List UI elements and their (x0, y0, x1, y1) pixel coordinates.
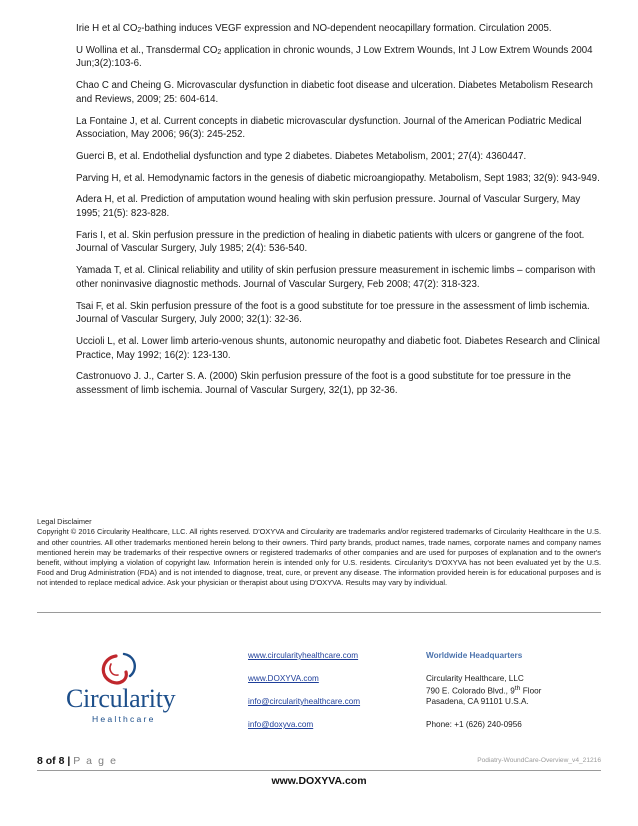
reference-item: Irie H et al $CO_2$-bathing induces VEGF expression and NO-dependent neocapillary formation. Circulation 2005. (76, 23, 552, 34)
footer-divider (37, 770, 601, 771)
reference-item: Guerci B, et al. Endothelial dysfunction and type 2 diabetes. Diabetes Metabolism, 2001; 27(4): 4360447. (76, 150, 527, 162)
link-circularity-email[interactable]: info@circularityhealthcare.com (248, 697, 361, 706)
document-id: Podiatry-WoundCare-Overview_v4_21216 (477, 757, 601, 764)
legal-body: Copyright © 2016 Circularity Healthcare, LLC. All rights reserved. D'OXYVA and Circularity are trademarks and/or registered trademarks of Circularity Healthcare in the U.S. and other countries. All other trademarks mentioned herein belong to their owners. Third party brands, product names, trade names, corporate names and company names mentioned herein may be trademarks of their respective owners or registered trademarks of other companies and are used for purposes of explanation and to the owner's benefit, without implying a violation of copyright law. Information herein is intended only for U.S. residents. Circularity's D'OXYVA has not been evaluated yet by the U.S. Food and Drug Administration (FDA) and is not intended to diagnose, treat, cure, or prevent any disease. The information provided herein is for educational purposes and is not intended to replace medical advice. Ask your physician or therapist about using D'OXYVA. Results may vary by individual. (37, 527, 601, 588)
reference-item: La Fontaine J, et al. Current concepts in diabetic microvascular dysfunction. Journal of the American Podiatric Medical Association, May 2006; 96(3): 245-252. (76, 115, 582, 141)
reference-item: Faris I, et al. Skin perfusion pressure in the prediction of healing in diabetic patients with ulcers or gangrene of the foot. Journal of Vascular Surgery, July 1985; 2(4): 536-540. (76, 229, 585, 255)
references-list (76, 22, 606, 406)
hq-city: Pasadena, CA 91101 U.S.A. (426, 696, 529, 706)
reference-item: Adera H, et al. Prediction of amputation wound healing with skin perfusion pressure. Journal of Vascular Surgery, May 1995; 21(5): 823-828. (76, 194, 581, 220)
hq-phone: Phone: +1 (626) 240-0956 (426, 719, 522, 729)
reference-item: Yamada T, et al. Clinical reliability and utility of skin perfusion pressure measurement in ischemic limbs – comparison with other noninvasive diagnostic methods. Journal of Vascular Surgery, Feb 2008; 47(2): 318-323. (76, 265, 596, 290)
page-footer (37, 755, 601, 795)
section-divider (37, 612, 601, 613)
hq-street: 790 E. Colorado Blvd., 9th Floor (426, 685, 542, 696)
link-doxyva-email[interactable]: info@doxyva.com (248, 720, 314, 729)
logo-subtitle: Healthcare (92, 714, 156, 724)
hq-title: Worldwide Headquarters (426, 651, 523, 660)
headquarters-address (426, 651, 606, 730)
logo-wordmark: Circularity (66, 684, 176, 713)
reference-item: Tsai F, et al. Skin perfusion pressure of the foot is a good substitute for toe pressure in the assessment of limb ischemia. Journal of Vascular Surgery, July 2000; 32(1): 32-36. (76, 300, 590, 326)
footer-website: www.DOXYVA.com (271, 775, 367, 787)
legal-title: Legal Disclaimer (37, 517, 92, 526)
page-number: 8 of 8 | P a g e (37, 755, 118, 767)
reference-item: Uccioli L, et al. Lower limb arterio-venous shunts, autonomic neuropathy and diabetic foot. Diabetes Research and Clinical Practice, May 1992; 16(2): 123-130. (76, 335, 600, 361)
reference-item: U Wollina et al., Transdermal $CO_2$ application in chronic wounds, J Low Extrem Wounds, Int J Low Extrem Wounds 2004 Jun;3(2):103-6. (76, 44, 593, 70)
circularity-logo (64, 650, 196, 730)
contact-links (248, 651, 418, 743)
legal-disclaimer (37, 517, 601, 589)
reference-item: Chao C and Cheing G. Microvascular dysfunction in diabetic foot disease and ulceration. Diabetes Metabolism Research and Reviews, 2009; 25: 604-614. (76, 80, 593, 105)
link-circularity-website[interactable]: www.circularityhealthcare.com (248, 651, 359, 660)
hq-company: Circularity Healthcare, LLC (426, 674, 524, 683)
link-doxyva-website[interactable]: www.DOXYVA.com (248, 674, 319, 683)
reference-item: Castronuovo J. J., Carter S. A. (2000) Skin perfusion pressure of the foot is a good substitute for toe pressure in the assessment of limb ischemia. Journal of Vascular Surgery, 32(1), pp 32-36. (76, 371, 571, 396)
reference-item: Parving H, et al. Hemodynamic factors in the genesis of diabetic microangiopathy. Metabolism, Sept 1983; 32(9): 943-949. (76, 172, 600, 184)
